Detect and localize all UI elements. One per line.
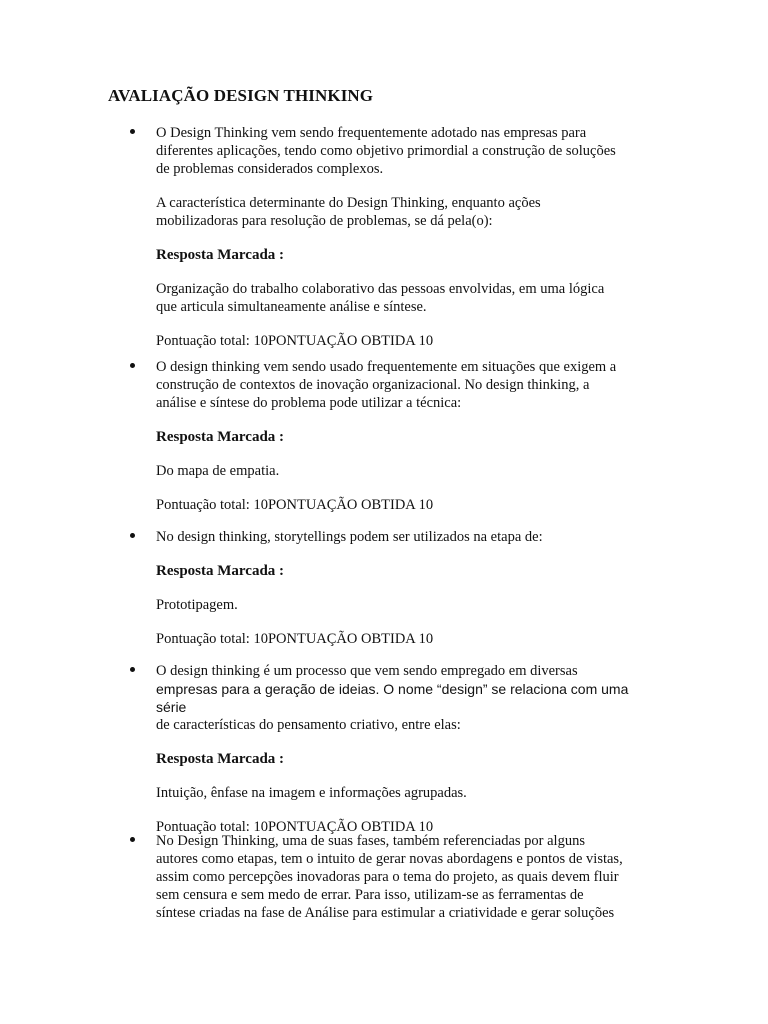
- question-body: [156, 528, 656, 648]
- answer-heading: Resposta Marcada :: [156, 429, 285, 445]
- question-prompt: O design thinking vem sendo usado frequentemente em situações que exigem a construção de contextos de inovação organizacional. No design thinking, a análise e síntese do problema pode utilizar a técnica:: [156, 359, 617, 411]
- answer-heading: Resposta Marcada :: [156, 751, 285, 767]
- score-line: Pontuação total: 10PONTUAÇÃO OBTIDA 10: [156, 631, 434, 647]
- question-body: [156, 358, 656, 514]
- marked-answer: Do mapa de empatia.: [156, 463, 280, 479]
- answer-heading: Resposta Marcada :: [156, 563, 285, 579]
- marked-answer: Intuição, ênfase na imagem e informações agrupadas.: [156, 785, 467, 801]
- document-title: AVALIAÇÃO DESIGN THINKING: [108, 86, 374, 105]
- question-prompt-line: O design thinking é um processo que vem sendo empregado em diversas: [156, 663, 578, 679]
- score-line: Pontuação total: 10PONTUAÇÃO OBTIDA 10: [156, 497, 434, 513]
- question-body: [156, 124, 656, 350]
- marked-answer: Organização do trabalho colaborativo das pessoas envolvidas, em uma lógica que articula simultaneamente análise e síntese.: [156, 281, 605, 315]
- bullet-icon: [130, 667, 135, 672]
- bullet-icon: [130, 363, 135, 368]
- question-prompt: No design thinking, storytellings podem ser utilizados na etapa de:: [156, 529, 543, 545]
- question-prompt: No Design Thinking, uma de suas fases, também referenciadas por alguns autores como etapas, tem o intuito de gerar novas abordagens e pontos de vistas, assim como percepções inovadoras para o tema do projeto, as quais devem fluir sem censura e sem medo de errar. Para isso, utilizam-se as ferramentas de síntese criadas na fase de Análise para estimular a criatividade e gerar soluções: [156, 833, 623, 921]
- score-line: Pontuação total: 10PONTUAÇÃO OBTIDA 10: [156, 333, 434, 349]
- question-body: [156, 832, 656, 922]
- bullet-icon: [130, 837, 135, 842]
- question-prompt-line: empresas para a geração de ideias. O nome “design” se relaciona com uma série: [156, 681, 629, 715]
- bullet-icon: [130, 533, 135, 538]
- score-line: Pontuação total: 10PONTUAÇÃO OBTIDA 10: [156, 819, 434, 835]
- answer-heading: Resposta Marcada :: [156, 247, 285, 263]
- question-prompt: O Design Thinking vem sendo frequentemente adotado nas empresas para diferentes aplicações, tendo como objetivo primordial a construção de soluções de problemas considerados complexos.: [156, 125, 616, 177]
- question-body: [156, 662, 656, 836]
- question-prompt-line: de características do pensamento criativo, entre elas:: [156, 717, 461, 733]
- marked-answer: Prototipagem.: [156, 597, 238, 613]
- bullet-icon: [130, 129, 135, 134]
- question-prompt-continued: A característica determinante do Design Thinking, enquanto ações mobilizadoras para resolução de problemas, se dá pela(o):: [156, 195, 541, 229]
